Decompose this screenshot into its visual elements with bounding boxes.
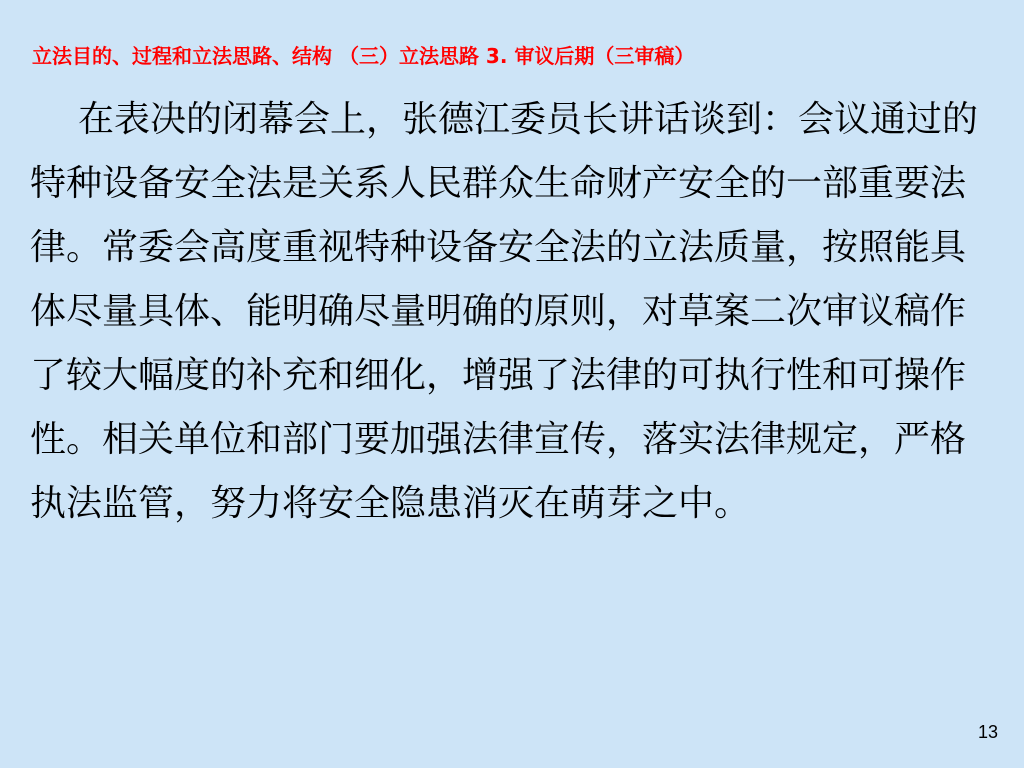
- slide-header: 立法目的、过程和立法思路、结构 （三）立法思路 3. 审议后期（三审稿）: [32, 44, 695, 68]
- slide-body-text: 在表决的闭幕会上，张德江委员长讲话谈到：会议通过的特种设备安全法是关系人民群众生命财产安全的一部重要法律。常委会高度重视特种设备安全法的立法质量，按照能具体尽量具体、能明确尽量明确的原则，对草案二次审议稿作了较大幅度的补充和细化，增强了法律的可执行性和可操作性。相关单位和部门要加强法律宣传，落实法律规定，严格执法监管，努力将安全隐患消灭在萌芽之中。: [30, 99, 979, 524]
- page-number: 13: [977, 722, 998, 742]
